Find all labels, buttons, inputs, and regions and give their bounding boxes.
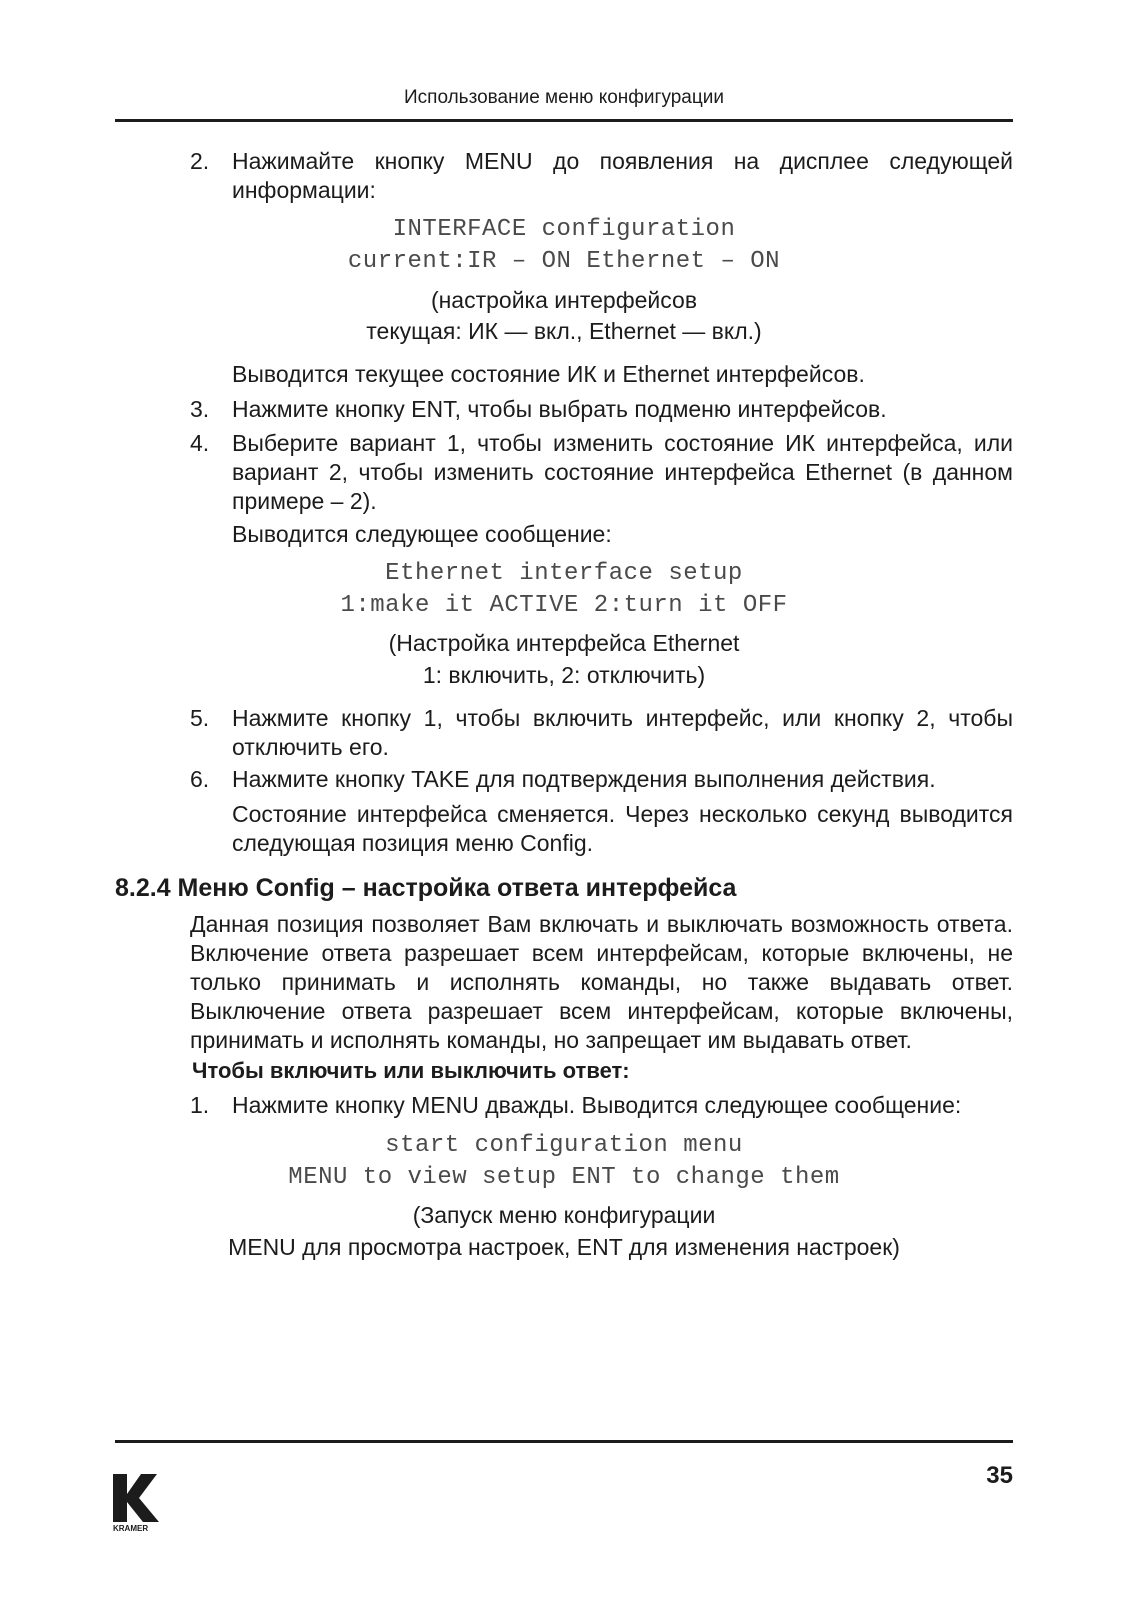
step-number: 3. <box>190 396 210 422</box>
display-line: current:IR – ON Ethernet – ON <box>347 248 781 275</box>
page-number: 35 <box>986 1462 1013 1489</box>
footer-rule <box>115 1440 1013 1443</box>
step-text: Нажмите кнопку 1, чтобы включить интерфейс, или кнопку 2, чтобы отключить его. <box>232 705 1013 760</box>
translation-line: (настройка интерфейсов <box>430 287 698 313</box>
subheading: Чтобы включить или выключить ответ: <box>192 1058 630 1083</box>
kramer-logo <box>113 1474 165 1532</box>
translation-line: текущая: ИК — вкл., Ethernet — вкл.) <box>366 318 762 344</box>
step-text: Выберите вариант 1, чтобы изменить состояние ИК интерфейса, или вариант 2, чтобы изменить состояние интерфейса Ethernet (в данном примере – 2). <box>232 430 1013 514</box>
step-text: Нажимайте кнопку MENU до появления на дисплее следующей информации: <box>232 148 1013 203</box>
step-text: Нажмите кнопку TAKE для подтверждения выполнения действия. <box>232 766 936 792</box>
translation-line: (Запуск меню конфигурации <box>412 1202 716 1228</box>
step-number: 1. <box>190 1092 210 1118</box>
step-text: Нажмите кнопку ENT, чтобы выбрать подменю интерфейсов. <box>232 396 887 422</box>
step-number: 6. <box>190 766 210 792</box>
section-heading: 8.2.4 Меню Config – настройка ответа интерфейса <box>115 874 737 902</box>
step-number: 4. <box>190 430 210 456</box>
header-rule <box>115 119 1013 122</box>
translation-line: MENU для просмотра настроек, ENT для изменения настроек) <box>228 1234 900 1260</box>
step-text: Нажмите кнопку MENU дважды. Выводится следующее сообщение: <box>232 1092 962 1118</box>
translation-line: (Настройка интерфейса Ethernet <box>388 630 740 656</box>
svg-text:KRAMER: KRAMER <box>113 1524 149 1532</box>
display-line: start configuration menu <box>385 1132 743 1159</box>
display-line: Ethernet interface setup <box>385 560 743 587</box>
note-text: Выводится следующее сообщение: <box>232 521 612 547</box>
step-number: 5. <box>190 705 210 731</box>
display-line: INTERFACE configuration <box>392 216 736 243</box>
note-text: Состояние интерфейса сменяется. Через несколько секунд выводится следующая позиция меню Config. <box>232 801 1013 856</box>
display-line: MENU to view setup ENT to change them <box>288 1164 840 1191</box>
display-line: 1:make it ACTIVE 2:turn it OFF <box>340 592 788 619</box>
running-header: Использование меню конфигурации <box>404 87 724 108</box>
note-text: Выводится текущее состояние ИК и Ethernet интерфейсов. <box>232 361 865 387</box>
step-number: 2. <box>190 148 210 174</box>
translation-line: 1: включить, 2: отключить) <box>422 662 706 688</box>
section-body: Данная позиция позволяет Вам включать и выключать возможность ответа. Включение ответа разрешает всем интерфейсам, которые включены, не только принимать и исполнять команды, но также выдавать ответ. Выключение ответа разрешает всем интерфейсам, которые включены, принимать и исполнять команды, но запрещает им выдавать ответ. <box>190 911 1013 1053</box>
